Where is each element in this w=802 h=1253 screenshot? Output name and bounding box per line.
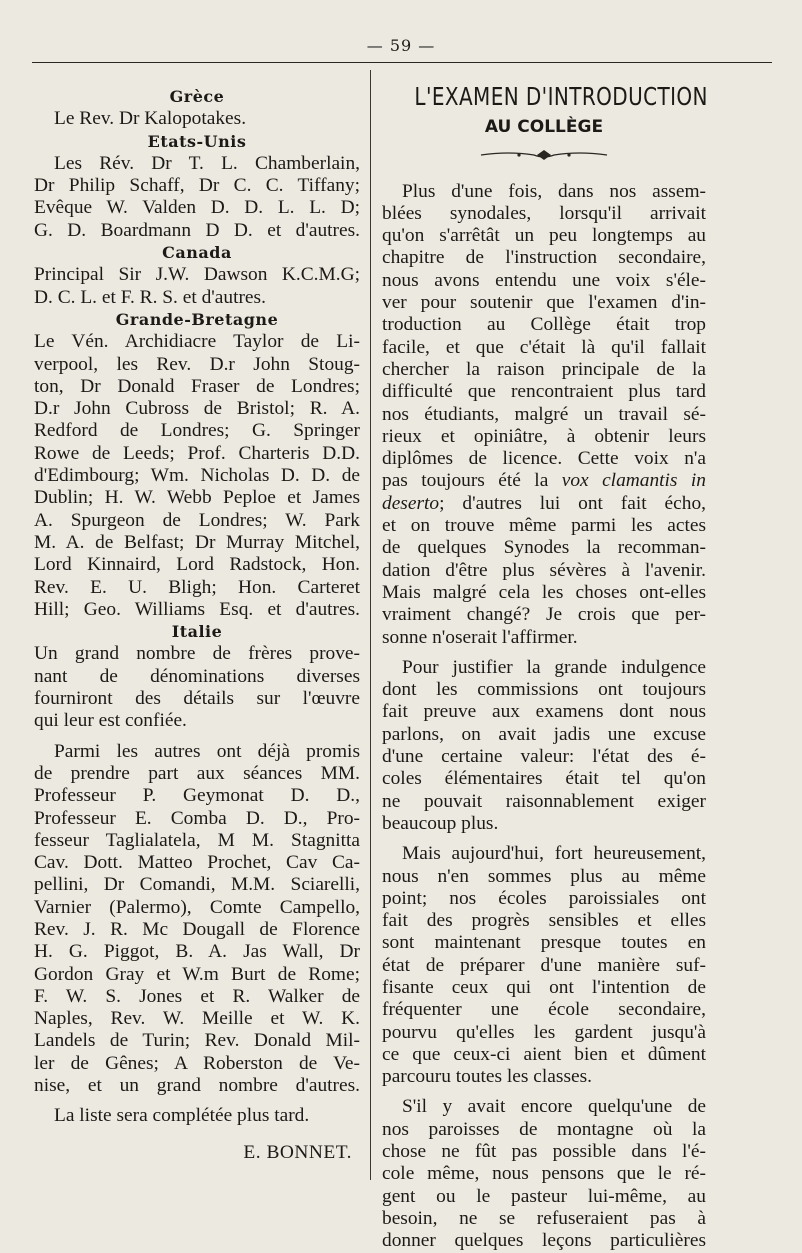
text-line: Cav. Dott. Matteo Prochet, Cav Ca-: [34, 852, 360, 874]
text-line: besoin, ne se refuseraient pas à: [382, 1207, 706, 1229]
text-line: Un grand nombre de frères prove-: [34, 643, 360, 665]
section-heading-grece: Grèce: [169, 87, 225, 106]
text-line: cole même, nous pensons que le ré-: [382, 1163, 706, 1185]
text-line: ver pour soutenir que l'examen d'in-: [382, 292, 706, 314]
text-line: qu'on s'arrêtât un peu longtemps au: [382, 225, 706, 247]
signature: E. BONNET.: [243, 1141, 352, 1163]
page-number: — 59 —: [366, 36, 436, 55]
section-heading-canada: Canada: [162, 243, 232, 263]
text-line: et on trouve même parmi les actes: [382, 515, 706, 537]
text-line: fait preuve aux examens dont nous: [382, 701, 706, 723]
text-line: Le Rev. Dr Kalopotakes.: [54, 108, 247, 130]
text-line: [382, 493, 706, 515]
text-line: Plus d'une fois, dans nos assem-: [402, 180, 706, 202]
text-line: Mais aujourd'hui, fort heureusement,: [402, 843, 706, 865]
text-line: état de préparer d'une manière suf-: [382, 954, 706, 976]
text-line: d'une certaine valeur: l'état des é-: [382, 746, 706, 768]
text-line: Principal Sir J.W. Dawson K.C.M.G;: [34, 264, 360, 286]
text-line: Gordon Gray et W.m Burt de Rome;: [34, 963, 360, 985]
text-line: Rev. E. U. Bligh; Hon. Carteret: [34, 576, 360, 598]
text-line: [382, 470, 706, 492]
text-line: pourvu qu'elles les gardent jusqu'à: [382, 1021, 706, 1043]
text-line: M. A. de Belfast; Dr Murray Mitchel,: [34, 531, 360, 553]
text-line: troduction au Collège était trop: [382, 314, 706, 336]
text-line: Hill; Geo. Williams Esq. et d'autres.: [34, 598, 360, 620]
text-line: point; nos écoles paroissiales ont: [382, 887, 706, 909]
section-heading-italie: Italie: [171, 622, 223, 642]
column-divider: [370, 70, 371, 1180]
text-segment: ; d'autres lui ont fait écho,: [439, 492, 706, 514]
text-line: Redford de Londres; G. Springer: [34, 420, 360, 442]
text-line: Le Vén. Archidiacre Taylor de Li-: [34, 331, 360, 353]
text-line: vraiment changé? Je crois que per-: [382, 604, 706, 626]
text-line: diplômes de licence. Cette voix n'a: [382, 448, 706, 470]
text-line: de prendre part aux séances MM.: [34, 762, 360, 784]
section-heading-etats-unis: Etats-Unis: [147, 131, 247, 151]
article-title: L'EXAMEN D'INTRODUCTION: [414, 82, 708, 111]
text-line: pellini, Dr Comandi, M.M. Sciarelli,: [34, 874, 360, 896]
text-line: fisante ceux qui ont l'intention de: [382, 976, 706, 998]
text-line: facile, et que c'était là qu'il fallait: [382, 336, 706, 358]
text-line: chose ne fût pas possible dans l'é-: [382, 1141, 706, 1163]
text-line: D.r John Cubross de Bristol; R. A.: [34, 398, 360, 420]
text-line: fourniront des détails sur l'œuvre: [34, 688, 360, 710]
text-line: fréquenter une école secondaire,: [382, 999, 706, 1021]
text-line: rieux et opiniâtre, à obtenir leurs: [382, 425, 706, 447]
text-line: Professeur P. Geymonat D. D.,: [34, 785, 360, 807]
text-line: beaucoup plus.: [382, 812, 499, 834]
text-segment: pas toujours été la: [382, 470, 562, 492]
text-line: donner quelques leçons particulières: [382, 1230, 706, 1252]
text-line: Parmi les autres ont déjà promis: [54, 740, 360, 762]
text-line: difficulté que rencontraient plus tard: [382, 381, 706, 403]
latin-phrase: vox clamantis in: [561, 470, 706, 492]
text-line: Rev. J. R. Mc Dougall de Florence: [34, 918, 360, 940]
right-column: [382, 82, 708, 1253]
left-column: [34, 86, 360, 1164]
text-line: parlons, on avait jadis une excuse: [382, 723, 706, 745]
text-line: d'Edimbourg; Wm. Nicholas D. D. de: [34, 465, 360, 487]
text-line: nous n'en sommes plus au même: [382, 865, 706, 887]
text-line: nos étudiants, malgré un travail sé-: [382, 403, 706, 425]
text-line: nant de dénominations diverses: [34, 665, 360, 687]
text-line: Les Rév. Dr T. L. Chamberlain,: [54, 152, 360, 174]
text-line: nos paroisses de montagne où la: [382, 1118, 706, 1140]
text-line: Naples, Rev. W. Meille et W. K.: [34, 1008, 360, 1030]
text-line: dation d'être plus sévères à l'avenir.: [382, 559, 706, 581]
text-line: de quelques Synodes la recomman-: [382, 537, 706, 559]
text-line: ne pouvait raisonnablement exiger: [382, 790, 706, 812]
text-line: Rowe de Leeds; Prof. Charteris D.D.: [34, 442, 360, 464]
text-line: nous avons entendu une voix s'éle-: [382, 269, 706, 291]
text-line: sont maintenant presque toutes en: [382, 932, 706, 954]
text-line: Evêque W. Valden D. D. L. L. D;: [34, 197, 360, 219]
text-line: G. D. Boardmann D D. et d'autres.: [34, 219, 360, 241]
text-line: Mais malgré cela les choses ont-elles: [382, 581, 706, 603]
header-rule: [32, 62, 772, 63]
text-line: blées synodales, lorsqu'il arrivait: [382, 202, 706, 224]
text-line: chapitre de l'instruction secondaire,: [382, 247, 706, 269]
text-line: A. Spurgeon de Londres; W. Park: [34, 509, 360, 531]
text-line: F. W. S. Jones et R. Walker de: [34, 985, 360, 1007]
text-line: chercher la raison principale de la: [382, 358, 706, 380]
ornament-divider: [479, 149, 609, 161]
text-line: fait des progrès sensibles et elles: [382, 910, 706, 932]
text-line: Dublin; H. W. Webb Peploe et James: [34, 487, 360, 509]
section-heading-grande-bretagne: Grande-Bretagne: [115, 309, 279, 329]
text-line: S'il y avait encore quelqu'une de: [402, 1096, 706, 1118]
text-line: sonne n'oserait l'affirmer.: [382, 626, 578, 648]
text-line: verpool, les Rev. D.r John Stoug-: [34, 353, 360, 375]
text-line: Professeur E. Comba D. D., Pro-: [34, 807, 360, 829]
closing-line: La liste sera complétée plus tard.: [54, 1105, 310, 1127]
text-line: Varnier (Palermo), Comte Campello,: [34, 896, 360, 918]
text-line: Landels de Turin; Rev. Donald Mil-: [34, 1030, 360, 1052]
text-line: fesseur Taglialatela, M M. Stagnitta: [34, 829, 360, 851]
article-subtitle: AU COLLÈGE: [484, 117, 604, 138]
text-line: H. G. Piggot, B. A. Jas Wall, Dr: [34, 941, 360, 963]
text-line: parcouru toutes les classes.: [382, 1066, 593, 1088]
text-line: gent ou le pasteur lui-même, au: [382, 1185, 706, 1207]
text-line: qui leur est confiée.: [34, 710, 187, 732]
text-line: nise, et un grand nombre d'autres.: [34, 1075, 360, 1097]
text-line: coles élémentaires était tel qu'on: [382, 768, 706, 790]
text-line: dont les commissions ont toujours: [382, 679, 706, 701]
text-line: ton, Dr Donald Fraser de Londres;: [34, 375, 360, 397]
text-line: Lord Kinnaird, Lord Radstock, Hon.: [34, 554, 360, 576]
text-line: ce que ceux-ci aient bien et dûment: [382, 1043, 706, 1065]
text-line: Pour justifier la grande indulgence: [402, 656, 706, 678]
latin-phrase: deserto: [382, 492, 440, 514]
text-line: ler de Gênes; A Roberston de Ve-: [34, 1052, 360, 1074]
text-line: Dr Philip Schaff, Dr C. C. Tiffany;: [34, 175, 360, 197]
text-line: D. C. L. et F. R. S. et d'autres.: [34, 286, 266, 308]
